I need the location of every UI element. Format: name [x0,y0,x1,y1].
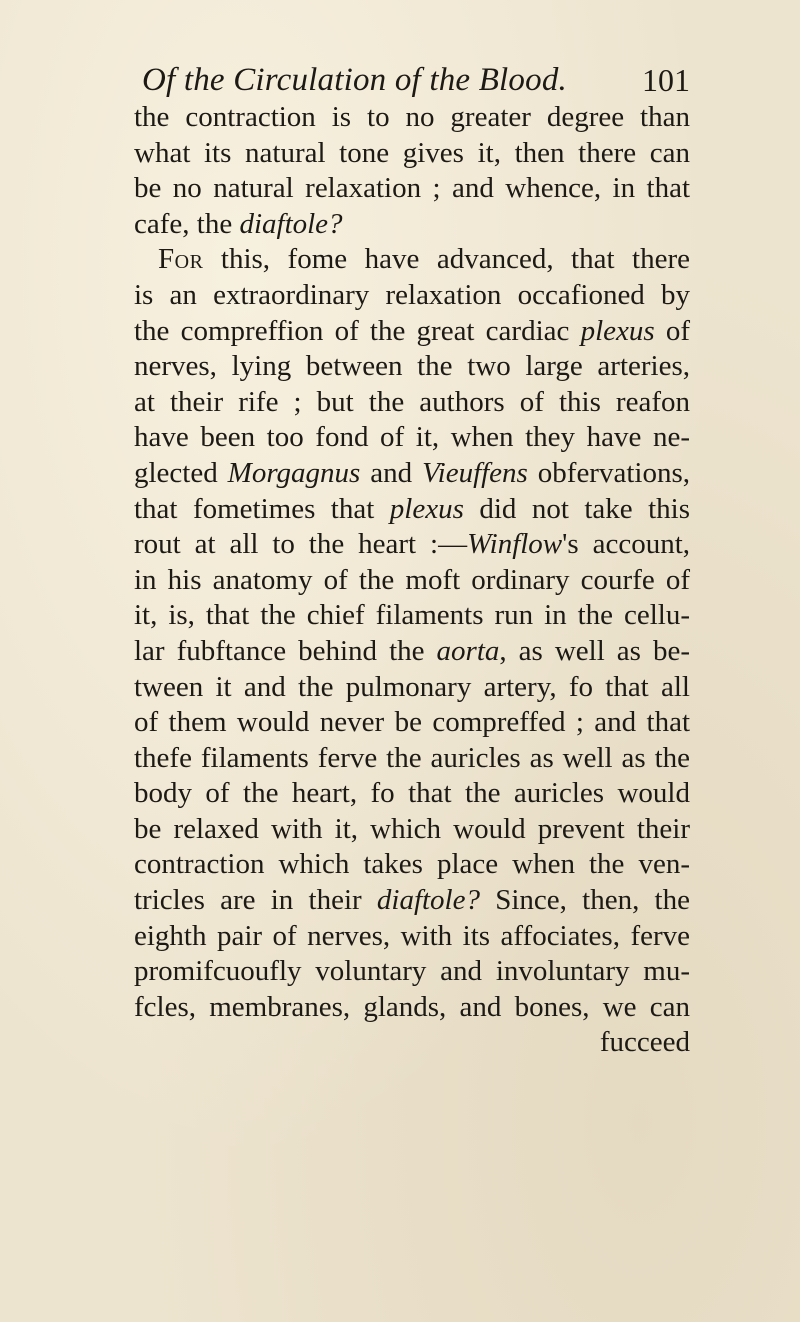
text-line: lar fubftance behind the aorta, as well as be- [134,634,690,667]
text-line: have been too fond of it, when they have ne- [134,421,690,454]
text-line: that fometimes that plexus did not take this [134,492,690,525]
text-line: rout at all to the heart :—Winflow's account, [134,528,690,561]
text-line: what its natural tone gives it, then there can [134,136,690,169]
text-line: body of the heart, fo that the auricles would [134,777,690,810]
text-line: nerves, lying between the two large arteries, [134,350,690,383]
catchword: fucceed [599,1026,690,1059]
text-line: fcles, membranes, glands, and bones, we can [134,990,690,1023]
text-line: the contraction is to no greater degree than [134,101,690,133]
text-line: tricles are in their diaftole? Since, then, the [134,884,690,917]
text-line: is an extraordinary relaxation occafioned by [134,278,690,311]
text-line: contraction which takes place when the ven- [134,848,690,881]
text-line: be no natural relaxation ; and whence, in that [134,172,690,205]
running-head [142,58,690,102]
text-line: the compreffion of the great cardiac plexus of [134,314,690,347]
text-line: thefe filaments ferve the auricles as well as the [134,741,690,774]
text-line: it, is, that the chief filaments run in the cellu- [134,599,690,632]
body-text [134,100,690,1061]
text-line: promifcuoufly voluntary and involuntary mu- [134,955,690,988]
text-line: at their rife ; but the authors of this reafon [134,385,690,418]
running-title: Of the Circulation of the Blood. [142,62,567,98]
page-number: 101 [642,62,690,98]
text-line: of them would never be compreffed ; and that [134,706,690,739]
text-line: tween it and the pulmonary artery, fo that all [134,670,690,703]
text-line: glected Morgagnus and Vieuffens obfervations, [134,456,690,489]
paragraph-start-line: For this, fome have advanced, that there [158,243,690,276]
text-line: cafe, the diaftole? [134,207,343,240]
text-line: eighth pair of nerves, with its affociates, ferve [134,919,690,952]
text-line: in his anatomy of the moft ordinary courfe of [134,563,690,596]
text-line: be relaxed with it, which would prevent their [134,812,690,845]
